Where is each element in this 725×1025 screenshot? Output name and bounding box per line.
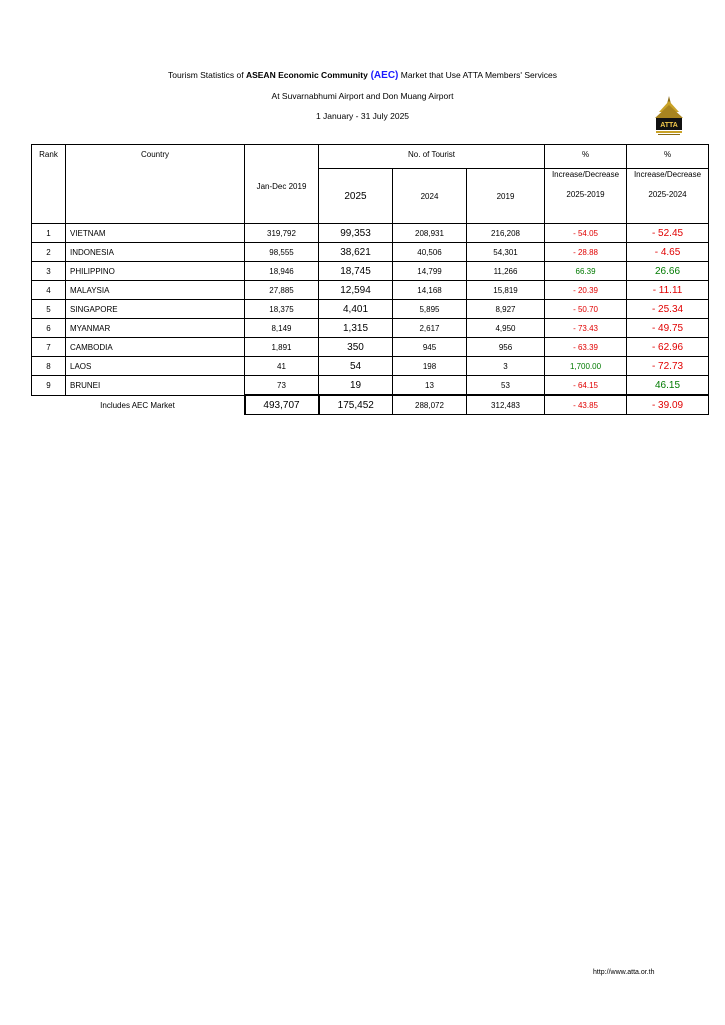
tourists-2019-cell: 956 (467, 338, 545, 357)
tourists-2025-cell: 19 (319, 376, 393, 396)
tourists-2019-cell: 11,266 (467, 262, 545, 281)
table-body (32, 224, 709, 396)
jan-dec-2019-cell: 98,555 (245, 243, 319, 262)
rank-cell: 4 (32, 281, 66, 300)
header-range-2: 2025-2024 (648, 190, 687, 199)
tourists-2025-cell: 18,745 (319, 262, 393, 281)
tourists-2025-cell: 4,401 (319, 300, 393, 319)
tourists-2019-cell: 53 (467, 376, 545, 396)
header-jan-dec-2019: Jan-Dec 2019 (245, 145, 319, 224)
country-cell: PHILIPPINO (66, 262, 245, 281)
header-year-2025: 2025 (319, 169, 393, 224)
header-rank: Rank (32, 145, 66, 224)
tourists-2024-cell: 208,931 (393, 224, 467, 243)
jan-dec-2019-cell: 73 (245, 376, 319, 396)
change-2025-2019-cell: - 73.43 (545, 319, 627, 338)
jan-dec-2019-cell: 41 (245, 357, 319, 376)
report-title (0, 70, 725, 81)
country-cell: INDONESIA (66, 243, 245, 262)
table-row (32, 262, 709, 281)
change-2025-2024-cell: - 72.73 (627, 357, 709, 376)
header-percent-1: % (545, 145, 627, 169)
change-2025-2024-cell: - 4.65 (627, 243, 709, 262)
change-2025-2019-cell: - 54.05 (545, 224, 627, 243)
header-year-2019: 2019 (467, 169, 545, 224)
tourists-2024-cell: 5,895 (393, 300, 467, 319)
total-jan-dec: 493,707 (245, 395, 319, 415)
footer-url: http://www.atta.or.th (593, 969, 655, 976)
header-change-2025-2019 (545, 157, 627, 212)
change-2025-2019-cell: - 64.15 (545, 376, 627, 396)
tourists-2024-cell: 945 (393, 338, 467, 357)
tourists-2024-cell: 198 (393, 357, 467, 376)
tourists-2024-cell: 40,506 (393, 243, 467, 262)
jan-dec-2019-cell: 319,792 (245, 224, 319, 243)
header-inc-label-2: Increase/Decrease (633, 170, 702, 179)
jan-dec-2019-cell: 18,375 (245, 300, 319, 319)
report-subtitle: At Suvarnabhumi Airport and Don Muang Airport (271, 91, 454, 101)
jan-dec-2019-cell: 18,946 (245, 262, 319, 281)
total-label: Includes AEC Market (100, 400, 175, 410)
title-prefix: Tourism Statistics of (168, 70, 246, 80)
tourists-2025-cell: 12,594 (319, 281, 393, 300)
rank-cell: 7 (32, 338, 66, 357)
header-inc-label-1: Increase/Decrease (551, 170, 620, 179)
jan-dec-2019-cell: 1,891 (245, 338, 319, 357)
tourists-2025-cell: 99,353 (319, 224, 393, 243)
change-2025-2019-cell: - 50.70 (545, 300, 627, 319)
tourists-2024-cell: 13 (393, 376, 467, 396)
country-cell: MALAYSIA (66, 281, 245, 300)
change-2025-2024-cell: 26.66 (627, 262, 709, 281)
change-2025-2024-cell: - 62.96 (627, 338, 709, 357)
table-row (32, 319, 709, 338)
country-cell: MYANMAR (66, 319, 245, 338)
change-2025-2019-cell: 66.39 (545, 262, 627, 281)
header-range-1: 2025-2019 (566, 190, 605, 199)
table-row (32, 281, 709, 300)
tourists-2025-cell: 1,315 (319, 319, 393, 338)
change-2025-2024-cell: - 52.45 (627, 224, 709, 243)
jan-dec-2019-cell: 27,885 (245, 281, 319, 300)
total-2019: 312,483 (467, 395, 545, 415)
total-pct-2019: - 43.85 (545, 395, 627, 415)
tourists-2019-cell: 3 (467, 357, 545, 376)
change-2025-2024-cell: - 11.11 (627, 281, 709, 300)
total-row (32, 395, 709, 415)
rank-cell: 8 (32, 357, 66, 376)
tourists-2025-cell: 350 (319, 338, 393, 357)
change-2025-2024-cell: 46.15 (627, 376, 709, 396)
tourism-statistics-table (31, 144, 709, 415)
total-2024: 288,072 (393, 395, 467, 415)
tourists-2019-cell: 4,950 (467, 319, 545, 338)
tourists-2024-cell: 14,799 (393, 262, 467, 281)
country-cell: CAMBODIA (66, 338, 245, 357)
rank-cell: 2 (32, 243, 66, 262)
rank-cell: 5 (32, 300, 66, 319)
tourists-2019-cell: 54,301 (467, 243, 545, 262)
header-year-2024: 2024 (393, 169, 467, 224)
title-aec-abbrev: (AEC) (367, 70, 399, 81)
tourists-2019-cell: 8,927 (467, 300, 545, 319)
country-cell: LAOS (66, 357, 245, 376)
tourists-2025-cell: 54 (319, 357, 393, 376)
table-row (32, 243, 709, 262)
tourists-2019-cell: 15,819 (467, 281, 545, 300)
rank-cell: 1 (32, 224, 66, 243)
change-2025-2019-cell: - 28.88 (545, 243, 627, 262)
table-row (32, 224, 709, 243)
table-row (32, 338, 709, 357)
logo-text: ATTA (660, 122, 678, 129)
table-row (32, 357, 709, 376)
change-2025-2019-cell: - 63.39 (545, 338, 627, 357)
header-no-of-tourist: No. of Tourist (319, 145, 545, 169)
header-change-2025-2024 (627, 157, 709, 212)
title-aec-name: ASEAN Economic Community (245, 70, 368, 80)
tourists-2024-cell: 2,617 (393, 319, 467, 338)
change-2025-2024-cell: - 25.34 (627, 300, 709, 319)
country-cell: SINGAPORE (66, 300, 245, 319)
change-2025-2024-cell: - 49.75 (627, 319, 709, 338)
country-cell: BRUNEI (66, 376, 245, 396)
change-2025-2019-cell: - 20.39 (545, 281, 627, 300)
rank-cell: 9 (32, 376, 66, 396)
table-row (32, 376, 709, 396)
tourists-2024-cell: 14,168 (393, 281, 467, 300)
country-cell: VIETNAM (66, 224, 245, 243)
atta-crest-logo (650, 96, 688, 136)
rank-cell: 3 (32, 262, 66, 281)
change-2025-2019-cell: 1,700.00 (545, 357, 627, 376)
report-period: 1 January - 31 July 2025 (315, 111, 410, 121)
rank-cell: 6 (32, 319, 66, 338)
jan-dec-2019-cell: 8,149 (245, 319, 319, 338)
tourists-2025-cell: 38,621 (319, 243, 393, 262)
tourists-2019-cell: 216,208 (467, 224, 545, 243)
header-country: Country (66, 145, 245, 224)
header-percent-2: % (627, 145, 709, 169)
title-suffix: Market that Use ATTA Members' Services (398, 70, 557, 80)
total-2025: 175,452 (319, 395, 393, 415)
total-pct-2024: - 39.09 (627, 395, 709, 415)
table-row (32, 300, 709, 319)
